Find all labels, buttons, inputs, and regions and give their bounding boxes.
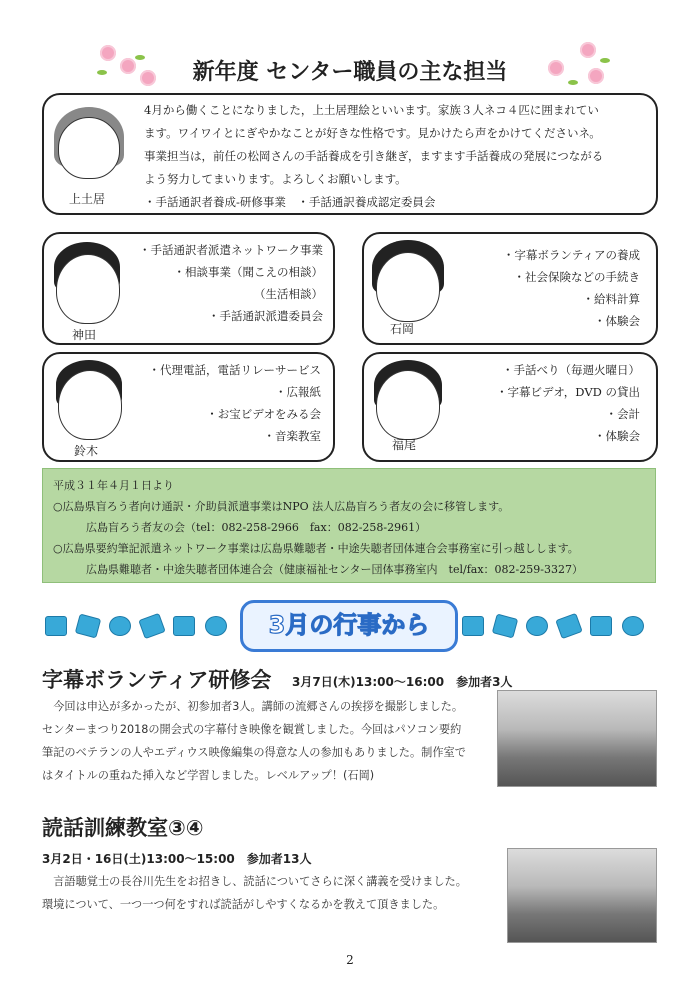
event-photo-subtitle-training: [497, 690, 657, 787]
notice-line: ○広島県要約筆記派遣ネットワーク事業は広島県難聴者・中途失聴者団体連合会事務室に引っ越しします。: [53, 542, 579, 555]
section-banner: 3月の行事から: [240, 600, 458, 652]
staff-card-suzuki: [42, 352, 335, 462]
staff-name: 石岡: [390, 322, 415, 336]
text-line: はタイトルの重ねた挿入など学習しました。レベルアップ！(石岡): [42, 769, 375, 782]
notice-line: 広島県難聴者・中途失聴者団体連合会（健康福祉センター団体事務室内 tel/fax：082-259-3327）: [75, 563, 583, 576]
text-line: ます。ワイワイとにぎやかなことが好きな性格です。見かけたら声をかけてくださいネ。: [144, 126, 601, 140]
page-title: 新年度 センター職員の主な担当: [192, 60, 508, 85]
staff-card-kamidoi: [42, 93, 658, 215]
notice-line: 平成３１年４月１日より: [53, 479, 174, 492]
duty-item: ・字幕ビデオ，DVD の貸出: [496, 385, 640, 399]
event-info: 3月2日・16日(土)13:00～15:00 参加者13人: [42, 852, 312, 866]
duty-item: ・社会保険などの手続き: [513, 270, 640, 284]
gift-decoration-left: [45, 616, 235, 642]
staff-name: 神田: [72, 328, 97, 342]
page-number: 2: [346, 953, 354, 967]
event-photo-lipreading-class: [507, 848, 657, 943]
duty-item: ・相談事業（聞こえの相談）: [173, 265, 323, 279]
duty-item: ・体験会: [594, 429, 640, 443]
duty-list: [108, 239, 323, 327]
duty-item: ・広報紙: [275, 385, 321, 399]
staff-description: [144, 99, 654, 214]
text-line: 言語聴覚士の長谷川先生をお招きし、読話についてさらに深く講義を受けました。: [42, 875, 467, 888]
event-info: 3月7日(木)13:00～16:00 参加者3人: [292, 675, 513, 689]
duty-item: ・字幕ボランティアの養成: [502, 248, 640, 262]
notice-box: [42, 468, 656, 583]
text-line: 今回は申込が多かったが、初参加者3人。講師の流郷さんの挨拶を撮影しました。: [42, 700, 464, 713]
flower-decoration-left: [95, 40, 165, 90]
duty-item: ・音楽教室: [263, 429, 321, 443]
staff-name: 鈴木: [74, 444, 99, 458]
event-heading: 読話訓練教室③④: [42, 816, 204, 840]
text-line: 環境について、一つ一つ何をすれば読話がしやすくなるかを教えて頂きました。: [42, 898, 445, 911]
duty-list: [111, 359, 321, 447]
staff-card-kanda: [42, 232, 335, 345]
duty-item: ・お宝ビデオをみる会: [206, 407, 321, 421]
duty-item: ・給料計算: [582, 292, 640, 306]
text-line: 筆記のベテランの人やエディウス映像編集の得意な人の参加もありました。制作室で: [42, 746, 466, 759]
event-heading: 字幕ボランティア研修会: [42, 668, 272, 692]
text-line: ・手話通訳者養成-研修事業 ・手話通訳養成認定委員会: [144, 195, 436, 209]
gift-decoration-right: [462, 616, 657, 642]
duty-list: [440, 244, 640, 332]
text-line: 4月から働くことになりました，上土居理絵といいます。家族３人ネコ４匹に囲まれてい: [144, 103, 599, 117]
text-line: センターまつり2018の開会式の字幕付き映像を観賞しました。今回はパソコン要約: [42, 723, 462, 736]
event-description: [42, 870, 507, 916]
duty-item: （生活相談）: [254, 287, 323, 301]
flower-decoration-right: [540, 40, 610, 90]
duty-item: ・会計: [605, 407, 640, 421]
duty-item: ・代理電話，電話リレーサービス: [148, 363, 321, 377]
text-line: よう努力してまいります。よろしくお願いします。: [144, 172, 407, 186]
duty-item: ・手話べり（毎週火曜日）: [502, 363, 640, 377]
staff-name: 福尾: [392, 438, 417, 452]
notice-line: ○広島県盲ろう者向け通訳・介助員派遣事業はNPO 法人広島盲ろう者友の会に移管します。: [53, 500, 510, 513]
staff-card-ishioka: [362, 232, 658, 345]
text-line: 事業担当は，前任の松岡さんの手話養成を引き継ぎ，ますます手話養成の発展につながる: [144, 149, 604, 163]
duty-list: [440, 359, 640, 447]
event-description: [42, 695, 497, 787]
notice-line: 広島盲ろう者友の会（tel：082-258-2966 fax：082-258-2961）: [75, 521, 427, 534]
duty-item: ・体験会: [594, 314, 640, 328]
duty-item: ・手話通訳者派遣ネットワーク事業: [139, 243, 323, 257]
staff-name: 上土居: [69, 192, 106, 206]
duty-item: ・手話通訳派遣委員会: [208, 309, 323, 323]
staff-card-fukuo: [362, 352, 658, 462]
